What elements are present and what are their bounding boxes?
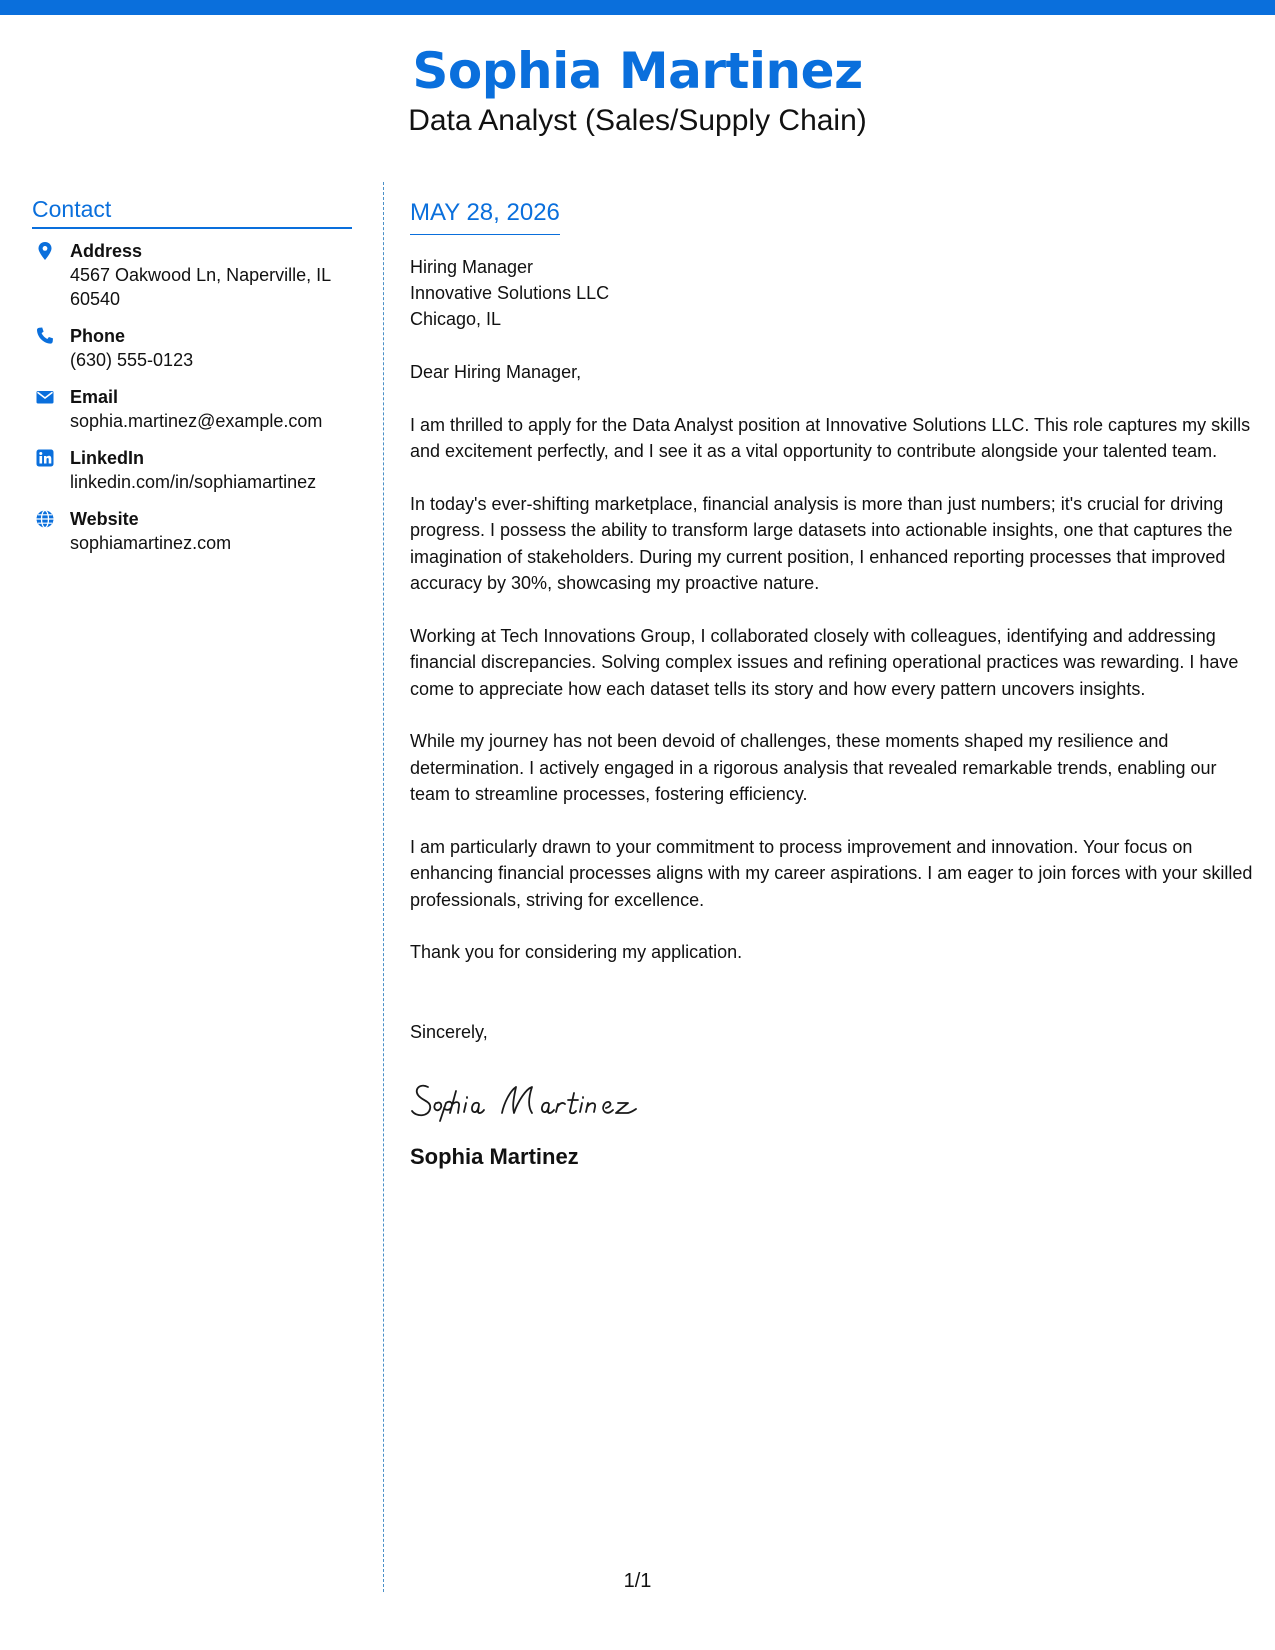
contact-list [32, 239, 352, 555]
globe-icon [35, 509, 55, 529]
letter-date: MAY 28, 2026 [410, 198, 560, 235]
letter-header [0, 40, 1275, 140]
letter-paragraph: In today's ever-shifting marketplace, financial analysis is more than just numbers; it's crucial for driving progress. I possess the ability to transform large datasets into actionable insights, one that captures the imagination of stakeholders. During my current position, I enhanced reporting processes that improved accuracy by 30%, showcasing my proactive nature. [410, 493, 1233, 593]
letter-paragraph: While my journey has not been devoid of challenges, these moments shaped my resilience and determination. I actively engaged in a rigorous analysis that revealed remarkable trends, enabling our team to streamline processes, fostering efficiency. [410, 731, 1217, 804]
signature-graphic [410, 1073, 670, 1123]
contact-heading: Contact [32, 195, 352, 229]
signed-name: Sophia Martinez [410, 1144, 579, 1169]
recipient-block [410, 254, 1255, 332]
contact-sidebar [32, 195, 352, 568]
closing: Sincerely, [410, 1021, 488, 1042]
contact-value: linkedin.com/in/sophiamartinez [70, 472, 317, 492]
letter-paragraph: I am thrilled to apply for the Data Analyst position at Innovative Solutions LLC. This role captures my skills and excitement perfectly, and I see it as a vital opportunity to contribute alongside your talented team. [410, 414, 1251, 461]
contact-label: Phone [70, 326, 126, 346]
letter-paragraph: Working at Tech Innovations Group, I collaborated closely with colleagues, identifying and addressing financial discrepancies. Solving complex issues and refining operational practices was rewarding. I have come to appreciate how each dataset tells its story and how every pattern uncovers insights. [410, 625, 1239, 699]
contact-item-address [32, 239, 352, 311]
contact-value: 4567 Oakwood Ln, Naperville, IL [70, 265, 332, 285]
top-accent-bar [0, 0, 1275, 15]
contact-label: Email [70, 387, 119, 407]
contact-item-website [32, 507, 352, 555]
linkedin-icon [35, 448, 55, 468]
contact-label: LinkedIn [70, 448, 145, 468]
recipient-line: Chicago, IL [410, 309, 502, 329]
contact-item-linkedin [32, 446, 352, 494]
letter-paragraph: Thank you for considering my application. [410, 942, 743, 962]
salutation: Dear Hiring Manager, [410, 362, 582, 382]
recipient-line: Hiring Manager [410, 257, 534, 277]
contact-value: sophiamartinez.com [70, 533, 232, 553]
contact-value: 60540 [70, 289, 121, 309]
contact-value: (630) 555-0123 [70, 350, 194, 370]
phone-icon [35, 326, 55, 346]
map-pin-icon [35, 241, 55, 261]
page-number: 1/1 [623, 1570, 652, 1592]
contact-item-email [32, 385, 352, 433]
contact-value: sophia.martinez@example.com [70, 411, 323, 431]
envelope-icon [35, 387, 55, 407]
contact-item-phone [32, 324, 352, 372]
recipient-line: Innovative Solutions LLC [410, 283, 610, 303]
contact-label: Website [70, 509, 139, 529]
applicant-job-title: Data Analyst (Sales/Supply Chain) [408, 104, 867, 137]
letter-paragraph: I am particularly drawn to your commitment to process improvement and innovation. Your focus on enhancing financial processes aligns with my career aspirations. I am eager to join forces with your skilled professionals, striving for excellence. [410, 836, 1253, 910]
handwritten-signature [410, 1073, 1255, 1123]
letter-body [410, 198, 1255, 1171]
column-divider [383, 182, 384, 1592]
contact-label: Address [70, 241, 143, 261]
applicant-name: Sophia Martinez [412, 42, 863, 100]
